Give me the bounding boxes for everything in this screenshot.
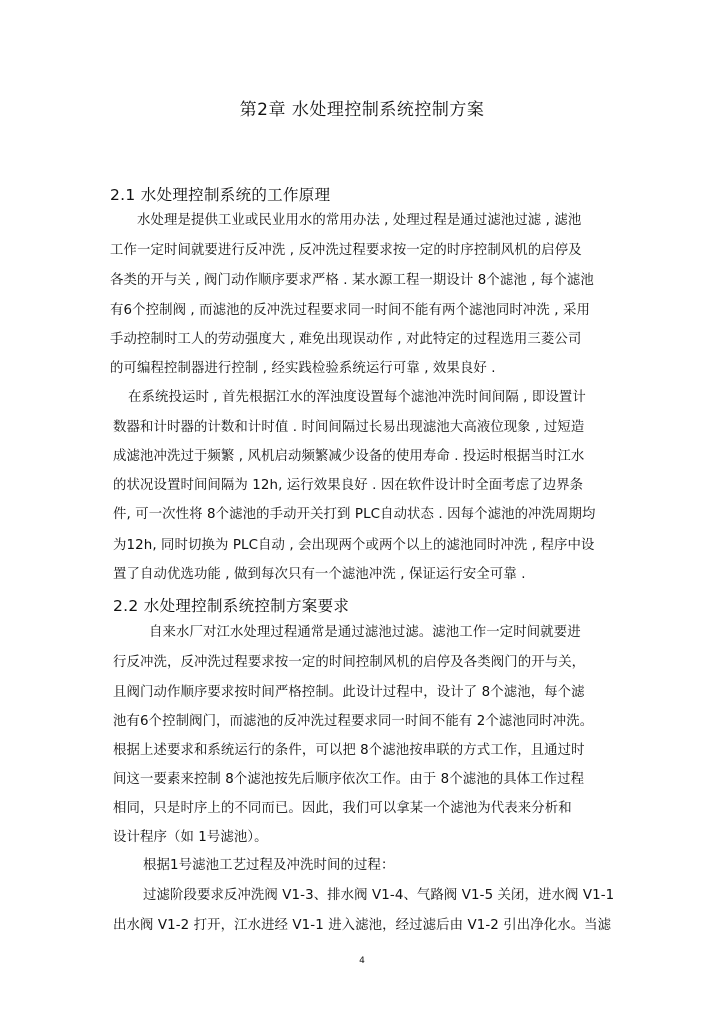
paragraph-line: 水处理是提供工业或民业用水的常用办法 , 处理过程是通过滤池过滤 , 滤池 [137,213,582,228]
paragraph-line: 置了自动优选功能 , 做到每次只有一个滤池冲洗 , 保证运行安全可靠 . [113,567,526,582]
paragraph-line: 出水阀 V1-2 打开，江水进经 V1-1 进入滤池，经过滤后由 V1-2 引出净化水。当滤 [113,918,612,933]
paragraph-line: 根据上述要求和系统运行的条件，可以把 8个滤池按串联的方式工作，且通过时 [113,743,585,758]
paragraph-line: 工作一定时间就要进行反冲洗 , 反冲洗过程要求按一定的时序控制风机的启停及 [110,243,582,258]
paragraph-line: 在系统投运时 , 首先根据江水的浑浊度设置每个滤池冲洗时间间隔 , 即设置计 [128,390,586,405]
section-heading: 2.1 水处理控制系统的工作原理 [110,186,331,204]
paragraph-line: 件, 可一次性将 8个滤池的手动开关打到 PLC自动状态 . 因每个滤池的冲洗周期均 [113,507,596,522]
paragraph-line: 手动控制时工人的劳动强度大 , 难免出现误动作 , 对此特定的过程选用三菱公司 [110,332,582,347]
paragraph-line: 为12h, 同时切换为 PLC自动 , 会出现两个或两个以上的滤池同时冲洗 , 程序中设 [113,538,595,553]
paragraph-line: 数器和计时器的计数和计时值 . 时间间隔过长易出现滤池大高液位现象 , 过短造 [113,420,585,435]
paragraph-line: 设计程序（如 1号滤池）。 [113,830,268,845]
paragraph-line: 有6个控制阀 , 而滤池的反冲洗过程要求同一时间不能有两个滤池同时冲洗 , 采用 [110,303,590,318]
paragraph-line: 自来水厂对江水处理过程通常是通过滤池过滤。滤池工作一定时间就要进 [149,625,581,640]
paragraph-line: 行反冲洗，反冲洗过程要求按一定的时间控制风机的启停及各类阀门的开与关， [113,655,586,670]
paragraph-line: 各类的开与关 , 阀门动作顺序要求严格 . 某水源工程一期设计 8个滤池 , 每个滤池 [110,273,594,288]
paragraph-line: 的可编程控制器进行控制 , 经实践检验系统运行可靠 , 效果良好 . [110,361,496,376]
paragraph-line: 过滤阶段要求反冲洗阀 V1-3、排水阀 V1-4、气路阀 V1-5 关闭，进水阀 V1-1 [143,888,615,903]
paragraph-line: 根据1号滤池工艺过程及冲洗时间的过程： [143,858,395,873]
paragraph-line: 且阀门动作顺序要求按时间严格控制。此设计过程中，设计了 8个滤池，每个滤 [113,685,585,700]
chapter-title: 第2章 水处理控制系统控制方案 [239,100,485,120]
paragraph-line: 相同，只是时序上的不同而已。因此，我们可以拿某一个滤池为代表来分析和 [113,801,572,816]
page-number: 4 [359,956,365,966]
paragraph-line: 池有6个控制阀门，而滤池的反冲洗过程要求同一时间不能有 2个滤池同时冲洗。 [113,714,594,729]
section-heading: 2.2 水处理控制系统控制方案要求 [113,597,350,615]
paragraph-line: 成滤池冲洗过于频繁 , 风机启动频繁减少设备的使用寿命 . 投运时根据当时江水 [113,449,585,464]
paragraph-line: 的状况设置时间间隔为 12h, 运行效果良好 . 因在软件设计时全面考虑了边界条 [113,478,584,493]
paragraph-line: 间这一要素来控制 8个滤池按先后顺序依次工作。由于 8个滤池的具体工作过程 [113,772,585,787]
